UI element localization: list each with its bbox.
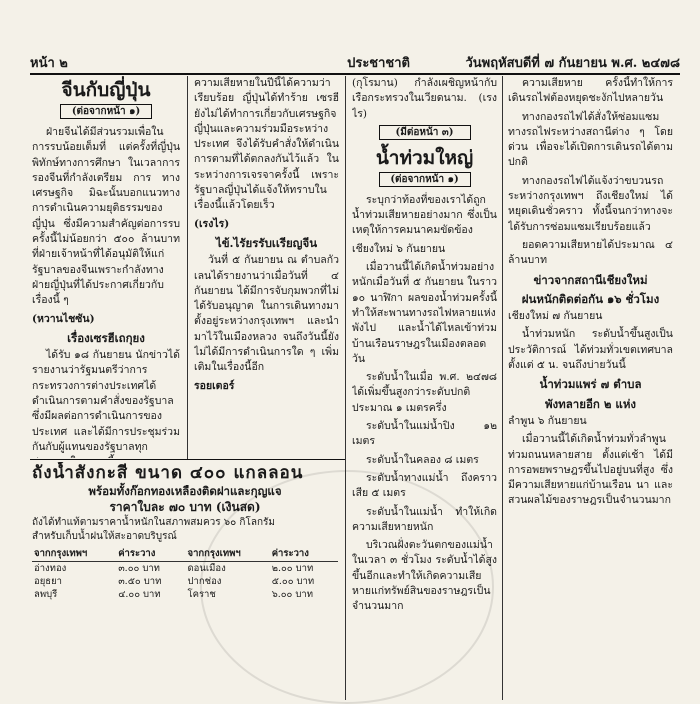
column-divider — [502, 76, 503, 700]
article-paragraph: ความเสียหายในปีนี้ได้ความว่าเรียบร้อย ญี่ปุ่นได้ทำร้าย เซรฮี ยังไม่ได้ทำการเกี่ยวกับเศรษฐกิจญี่ปุ่นและความร่วมมือระหว่างประเทศ จึงได้รับคำสั่งให้ดำเนินการตามที่ได้ตกลงกันไว้แล้ว ในระหว่างการเจรจาครั้งนี้ เพราะรัฐบาลญี่ปุ่นได้แจ้งให้ทราบในเรื่องนี้แล้วโดยเร็ว — [194, 77, 339, 212]
column-divider — [187, 76, 188, 460]
article-paragraph: วันที่ ๕ กันยายน ณ ตำบลกัวเลนได้รายงานว่าเมื่อวันที่ ๔ กันยายน ได้มีการจับกุมพวกที่ไม่ได้รับอนุญาต ในการเดินทางมาตั้งอยู่ระหว่างกรุงเทพฯ และนำมาไว้ในเมืองหลวง จนถึงวันนี้ยังไม่ได้มีการดำเนินการใด ๆ เพิ่มเติมในเรื่องนี้อีก — [194, 254, 339, 374]
masthead-bar — [30, 52, 680, 72]
article-source: (เรงไร) — [194, 217, 230, 230]
ad-title: ถังน้ำสังกะสี ขนาด ๔๐๐ แกลลอน — [32, 463, 304, 483]
article-subheading: น้ำท่วมแพร่ ๗ ตำบล — [539, 377, 642, 392]
article-paragraph: ระดับน้ำในแม่น้ำ ทำให้เกิดความเสียหายหนัก — [352, 505, 497, 533]
ad-description: สำหรับเก็บน้ำฝนให้สะอาดบริบูรณ์ — [32, 531, 177, 542]
article-paragraph: ทางกองรถไฟได้แจ้งว่าขบวนรถระหว่างกรุงเทพฯ ถึงเชียงใหม่ ได้หยุดเดินชั่วคราว ทั้งนี้จนกว่าทางจะได้รับการซ่อมแซมเรียบร้อยแล้ว — [508, 174, 673, 233]
dateline: ลำพูน ๖ กันยายน — [508, 414, 587, 427]
table-cell: ๔.๐๐ บาท — [118, 589, 161, 600]
article-paragraph: ยอดความเสียหายได้ประมาณ ๔ ล้านบาท — [508, 238, 673, 267]
table-cell: ๒.๐๐ บาท — [271, 563, 314, 574]
table-cell: ๓.๐๐ บาท — [118, 563, 160, 574]
article-paragraph: ฝ่ายจีนได้มีส่วนรวมเพื่อในการรบน้อยเต็มที่ แต่ครั้งที่ญี่ปุ่นพิทักษ์ทางการศึกษา ในเวลาการรองจีนที่กำลังเตรียม การ ทางเศรษฐกิจ มิฉะนั้นบอกแนวทางการดำเนินความยุติธรรมของญี่ปุ่น ซึ่งมีความสำคัญต่อการรบครั้งนี้ไม่น้อยกว่า ๕๐๐ ล้านบาท ที่ฝ่ายเจ้าหน้าที่ได้อนุมัติให้แก่รัฐบาลของจีนเพราะกำลังทางฝ่ายญี่ปุ่นที่ได้ประกาศเกี่ยวกับเรื่องนี้ ๆ — [32, 126, 180, 307]
article-paragraph: เมื่อวานนี้ได้เกิดน้ำท่วมทั่วลำพูน ท่วมถนนหลายสาย ตั้งแต่เช้า ได้มีการอพยพราษฎรขึ้นไปอยู่บนที่สูง ซึ่งมีความเสียหายแก่บ้านเรือน นา และสวนผลไม้ของราษฎรเป็นจำนวนมาก — [508, 433, 673, 507]
freight-rate-table — [32, 547, 338, 601]
table-header-cell: ค่าระวาง — [116, 547, 185, 562]
header-rule — [30, 73, 680, 75]
table-header-cell: จากกรุงเทพฯ — [32, 547, 116, 562]
article-column-2 — [194, 76, 339, 458]
article-paragraph: ได้รับ ๑๘ กันยายน นักข่าวได้รายงานว่ารัฐมนตรีว่าการกระทรวงการต่างประเทศได้ดำเนินการตามคำสั่งของรัฐบาล ซึ่งมีผลต่อการดำเนินการของประเทศ และได้มีการประชุมร่วมกันกับผู้แทนของรัฐบาลทุก — [32, 349, 180, 453]
article-column-4 — [508, 76, 673, 696]
article-paragraph: ทางกองรถไฟได้สั่งให้ซ่อมแซมทางรถไฟระหว่างสถานีต่าง ๆ โดยด่วน เพื่อจะได้เปิดการเดินรถได้ตามปกติ — [508, 110, 673, 169]
table-cell: ๓.๕๐ บาท — [118, 576, 162, 587]
table-header-cell: จากกรุงเทพฯ — [186, 547, 270, 562]
article-source: รอยเตอร์ — [194, 379, 235, 392]
table-header-row — [32, 547, 338, 562]
dateline: เชียงใหม่ ๖ กันยายน — [352, 242, 446, 255]
table-cell: อ่างทอง — [34, 563, 67, 574]
table-cell: ปากช่อง — [187, 576, 222, 587]
continued-label: (ต่อจากหน้า ๑) — [60, 104, 152, 119]
article-subheading: ฝนหนักติดต่อกัน ๑๖ ชั่วโมง — [521, 291, 660, 306]
newspaper-name: ประชาชาติ — [347, 55, 410, 71]
table-row — [32, 575, 338, 588]
article-source: (หวานไชซัน) — [32, 312, 95, 325]
article-paragraph: ระดับน้ำในเมื่อ พ.ศ. ๒๔๗๘ ได้เพิ่มขึ้นสูงกว่าระดับปกติประมาณ ๑ เมตรครึ่ง — [352, 371, 497, 414]
article-paragraph: ระดับน้ำในคลอง ๘ เมตร — [366, 453, 479, 466]
article-subheading: ไข้.ไรัยรรับเเรียญจีน — [215, 235, 318, 250]
continued-label: (มีต่อหน้า ๓) — [379, 125, 471, 140]
ad-subtitle: พร้อมทั้งก๊อกทองเหลืองติดฝาและกุญแจ — [88, 484, 282, 498]
ad-description: ถังได้ทำแท้ตามราคาน้ำหนักในสภาพสมควร ๖๐ กิโลกรัม — [32, 517, 276, 528]
article-paragraph: ความเสียหาย ครั้งนี้ทำให้การเดินรถไฟต้องหยุดชะงักไปหลายวัน — [508, 77, 673, 105]
ad-top-rule — [30, 459, 345, 460]
dateline: เชียงใหม่ ๗ กันยายน — [508, 310, 603, 323]
ad-price: ราคาใบละ ๗๐ บาท (เงินสด) — [109, 500, 261, 514]
article-headline: น้ำท่วมใหญ่ — [375, 146, 474, 169]
advertisement-box — [32, 462, 338, 700]
article-paragraph: ระบุกว่าท้องที่ของเราได้ถูกน้ำท่วมเสียหายอย่างมาก ซึ่งเป็นเหตุให้การคมนาคมขัดข้อง — [352, 193, 497, 237]
table-header-cell: ค่าระวาง — [270, 547, 338, 562]
article-paragraph: บริเวณฝั่งตะวันตกของแม่น้ำ ในเวลา ๓ ชั่วโมง ระดับน้ำได้สูงขึ้นอีกและทำให้เกิดความเสียหายแก่ทรัพย์สินของราษฎรเป็นจำนวนมาก — [352, 539, 497, 613]
article-headline: จีนกับญี่ปุ่น — [61, 79, 151, 101]
table-cell: ๖.๐๐ บาท — [271, 589, 313, 600]
table-cell: ลพบุรี — [34, 589, 58, 600]
article-paragraph: ระดับน้ำทางแม่น้ำ ถึงคราวเสีย ๕ เมตร — [352, 471, 497, 500]
article-paragraph: ระดับน้ำในแม่น้ำปิง ๑๒ เมตร — [352, 420, 497, 448]
table-row — [32, 588, 338, 601]
article-subheading: ข่าวจากสถานีเชียงใหม่ — [533, 272, 648, 287]
table-cell: ๕.๐๐ บาท — [271, 576, 315, 587]
page-number: หน้า ๒ — [30, 55, 68, 71]
article-paragraph: น้ำท่วมหนัก ระดับน้ำขึ้นสูงเป็นประวัติการณ์ ได้ท่วมทั่วเขตเทศบาล ตั้งแต่ ๕ น. จนถึงบ่ายวันนี้ — [508, 328, 673, 372]
table-cell: โคราช — [187, 589, 216, 600]
article-subheading: พังทลายอีก ๒ แห่ง — [544, 396, 637, 411]
article-subheading: เรื่องเซรฮีเถกุยง — [67, 330, 145, 345]
table-row — [32, 562, 338, 576]
article-column-1 — [32, 76, 180, 458]
table-cell: อยุธยา — [34, 576, 62, 587]
continued-label: (ต่อจากหน้า ๑) — [379, 172, 471, 187]
table-cell: ดอนเมือง — [187, 563, 226, 574]
issue-date: วันพฤหัสบดีที่ ๗ กันยายน พ.ศ. ๒๔๗๘ — [465, 55, 680, 71]
article-paragraph: (กุโรมาน) กำลังเผชิญหน้ากับเรือกระทรวงในเวียดนาม. (เรงไร) — [352, 77, 497, 120]
article-paragraph: เมื่อวานนี้ได้เกิดน้ำท่วมอย่างหนักเมื่อวันที่ ๕ กันยายน ในราว ๑๐ นาฬิกา ผลของน้ำท่วมครั้งนี้ทำให้สะพานทางรถไฟหลายแห่งพังไป และน้ำได้ไหลเข้าท่วมบ้านเรือนราษฎรในเมืองตลอดวัน — [352, 261, 497, 365]
